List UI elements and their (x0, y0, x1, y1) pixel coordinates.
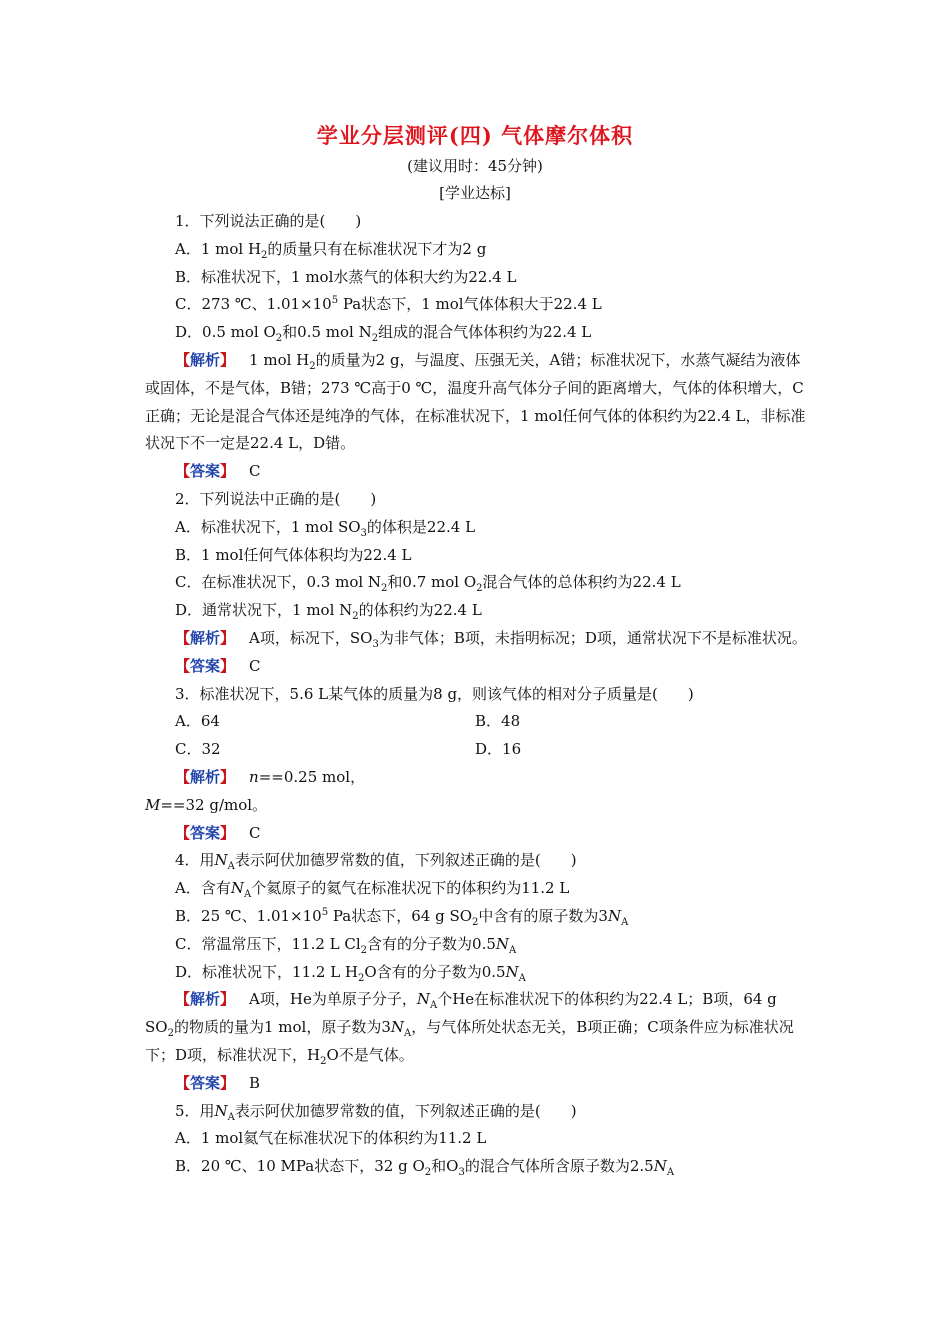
question-2-analysis: 【解析】 A项，标况下，$SO_3$为非气体；B项，未指明标况；D项，通常状况下不是标准状况。 (175, 628, 807, 650)
question-1-analysis: 【解析】 1 mol $H_2$的质量为2 g，与温度、压强无关，A错；标准状况下，水蒸气凝结为液体或固体，不是气体，B错；273 ℃高于0 ℃，温度升高气体分子间的距离增大，气体的体积增大，C正确；无论是混合气体还是纯净的气体，在标准状况下，1 mol任何气体的体积约为22.4 L，非标准状况下不一定是22.4 L，D错。 (145, 350, 806, 453)
analysis-tag: 【解析】 (175, 767, 236, 786)
answer-tag: 【答案】 (175, 1073, 236, 1092)
question-2-answer: 【答案】 C (175, 656, 261, 675)
question-4-option-c: C．常温常压下，11.2 L $Cl_2$含有的分子数为$0.5N_A$ (175, 934, 517, 956)
question-5-option-a: A．1 mol氦气在标准状况下的体积约为11.2 L (175, 1129, 487, 1148)
answer-tag: 【答案】 (175, 462, 236, 481)
question-3-analysis-line-2: M==32 g/mol。 (145, 795, 268, 814)
question-3-options-ab (145, 708, 810, 736)
question-3-answer: 【答案】 C (175, 823, 261, 842)
question-2-option-b: B．1 mol任何气体体积均为22.4 L (175, 545, 412, 564)
question-4-answer: 【答案】 B (175, 1073, 261, 1092)
question-5-stem: 5．用$N_A$表示阿伏加德罗常数的值，下列叙述正确的是( ) (175, 1101, 577, 1123)
question-1-option-b: B．标准状况下，1 mol水蒸气的体积大约为22.4 L (175, 267, 517, 286)
question-list (145, 208, 810, 1181)
analysis-tag: 【解析】 (175, 990, 236, 1009)
question-4-option-b: B．25 ℃、$1.01\times 10^5$ Pa状态下，64 g $SO_2$中含有的原子数为$3N_A$ (175, 906, 629, 928)
question-3-option-d: D．16 (475, 740, 522, 759)
question-1-option-a: A．1 mol $H_2$的质量只有在标准状况下才为2 g (175, 239, 487, 261)
page-title: 学业分层测评(四) 气体摩尔体积 (316, 123, 634, 148)
question-1-answer: 【答案】 C (175, 462, 261, 481)
question-4-option-a: A．含有$N_A$个氦原子的氦气在标准状况下的体积约为11.2 L (175, 879, 570, 901)
question-2-option-c: C．在标准状况下，0.3 mol $N_2$和0.7 mol $O_2$混合气体的总体积约为22.4 L (175, 573, 681, 595)
question-2-stem: 2．下列说法中正确的是( ) (175, 489, 377, 508)
question-3-stem: 3．标准状况下，5.6 L某气体的质量为8 g，则该气体的相对分子质量是( ) (175, 684, 694, 703)
question-1-option-c: C．273 ℃、$1.01\times 10^5$ Pa状态下，1 mol气体体积大于22.4 L (175, 295, 602, 314)
question-3-option-a: A．64 (175, 712, 220, 731)
question-1-option-d: D．0.5 mol $O_2$和0.5 mol $N_2$组成的混合气体体积约为22.4 L (175, 323, 592, 345)
question-5-option-b: B．20 ℃、10 MPa状态下，32 g $O_2$和$O_3$的混合气体所含原子数为$2.5N_A$ (175, 1157, 675, 1179)
question-4-stem: 4．用$N_A$表示阿伏加德罗常数的值，下列叙述正确的是( ) (175, 851, 577, 873)
question-4-option-d: D．标准状况下，11.2 L $H_2O$含有的分子数为$0.5N_A$ (175, 962, 526, 984)
question-3-options-cd (145, 736, 810, 764)
section-heading: [学业达标] (439, 184, 511, 202)
question-2-option-a: A．标准状况下，1 mol $SO_3$的体积是22.4 L (175, 517, 476, 539)
question-1-stem: 1．下列说法正确的是( ) (175, 212, 362, 230)
answer-tag: 【答案】 (175, 656, 236, 675)
question-3-analysis: 【解析】 n==0.25 mol， (175, 767, 366, 786)
analysis-tag: 【解析】 (175, 350, 236, 369)
question-3-option-b: B．48 (475, 712, 521, 731)
question-3-option-c: C．32 (175, 740, 221, 759)
analysis-tag: 【解析】 (175, 628, 236, 647)
suggested-time: (建议用时：45分钟) (407, 157, 543, 175)
answer-tag: 【答案】 (175, 823, 236, 842)
question-4-analysis: 【解析】 A项，He为单原子分子，$N_A$个He在标准状况下的体积约为22.4 L；B项，64 g $SO_2$的物质的量为1 mol，原子数为$3N_A$，与气体所处状态无关，B项正确；C项条件应为标准状况下；D项，标准状况下，$H_2O$不是气体。 (145, 990, 794, 1067)
question-2-option-d: D．通常状况下，1 mol $N_2$的体积约为22.4 L (175, 601, 482, 623)
